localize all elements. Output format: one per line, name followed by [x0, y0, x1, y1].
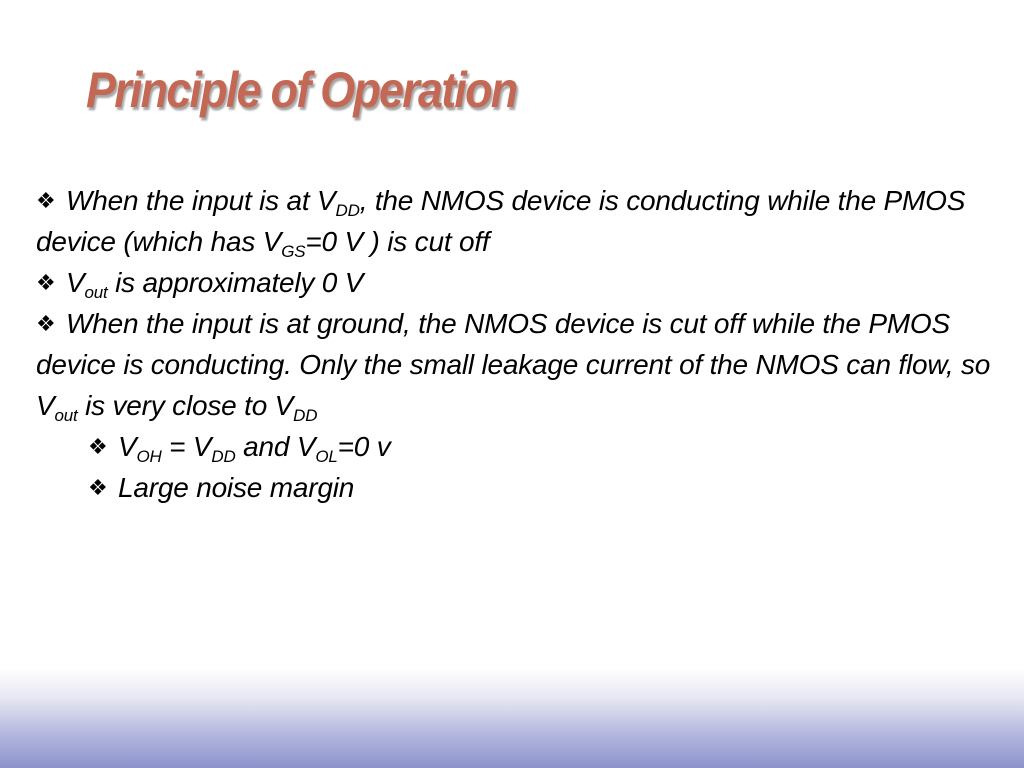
slide-title: Principle of Operation: [86, 62, 517, 118]
diamond-bullet-icon: ❖: [36, 188, 56, 213]
diamond-bullet-icon: ❖: [36, 311, 56, 336]
diamond-bullet-icon: ❖: [36, 270, 56, 295]
diamond-bullet-icon: ❖: [88, 475, 108, 500]
bullet-input-vdd: ❖ When the input is at $V_{DD}$, the NMOS device is conducting while the PMOS device (which has $V_{GS}=0$ V ) is cut off: [36, 180, 996, 262]
sub-bullet-noise-margin: ❖ Large noise margin: [36, 467, 996, 508]
diamond-bullet-icon: ❖: [88, 434, 108, 459]
slide-body: [36, 180, 996, 508]
bottom-gradient-band: [0, 668, 1024, 768]
bullet-vout-zero: ❖ $V_{out}$ is approximately 0 V: [36, 262, 996, 303]
bullet-input-ground: ❖ When the input is at ground, the NMOS device is cut off while the PMOS device is conducting. Only the small leakage current of the NMOS can flow, so $V_{out}$ is very close to $V_{DD}$: [36, 303, 996, 426]
sub-bullet-voh-vol: ❖ $V_{OH} = V_{DD}$ and $V_{OL}=0$ v: [36, 426, 996, 467]
